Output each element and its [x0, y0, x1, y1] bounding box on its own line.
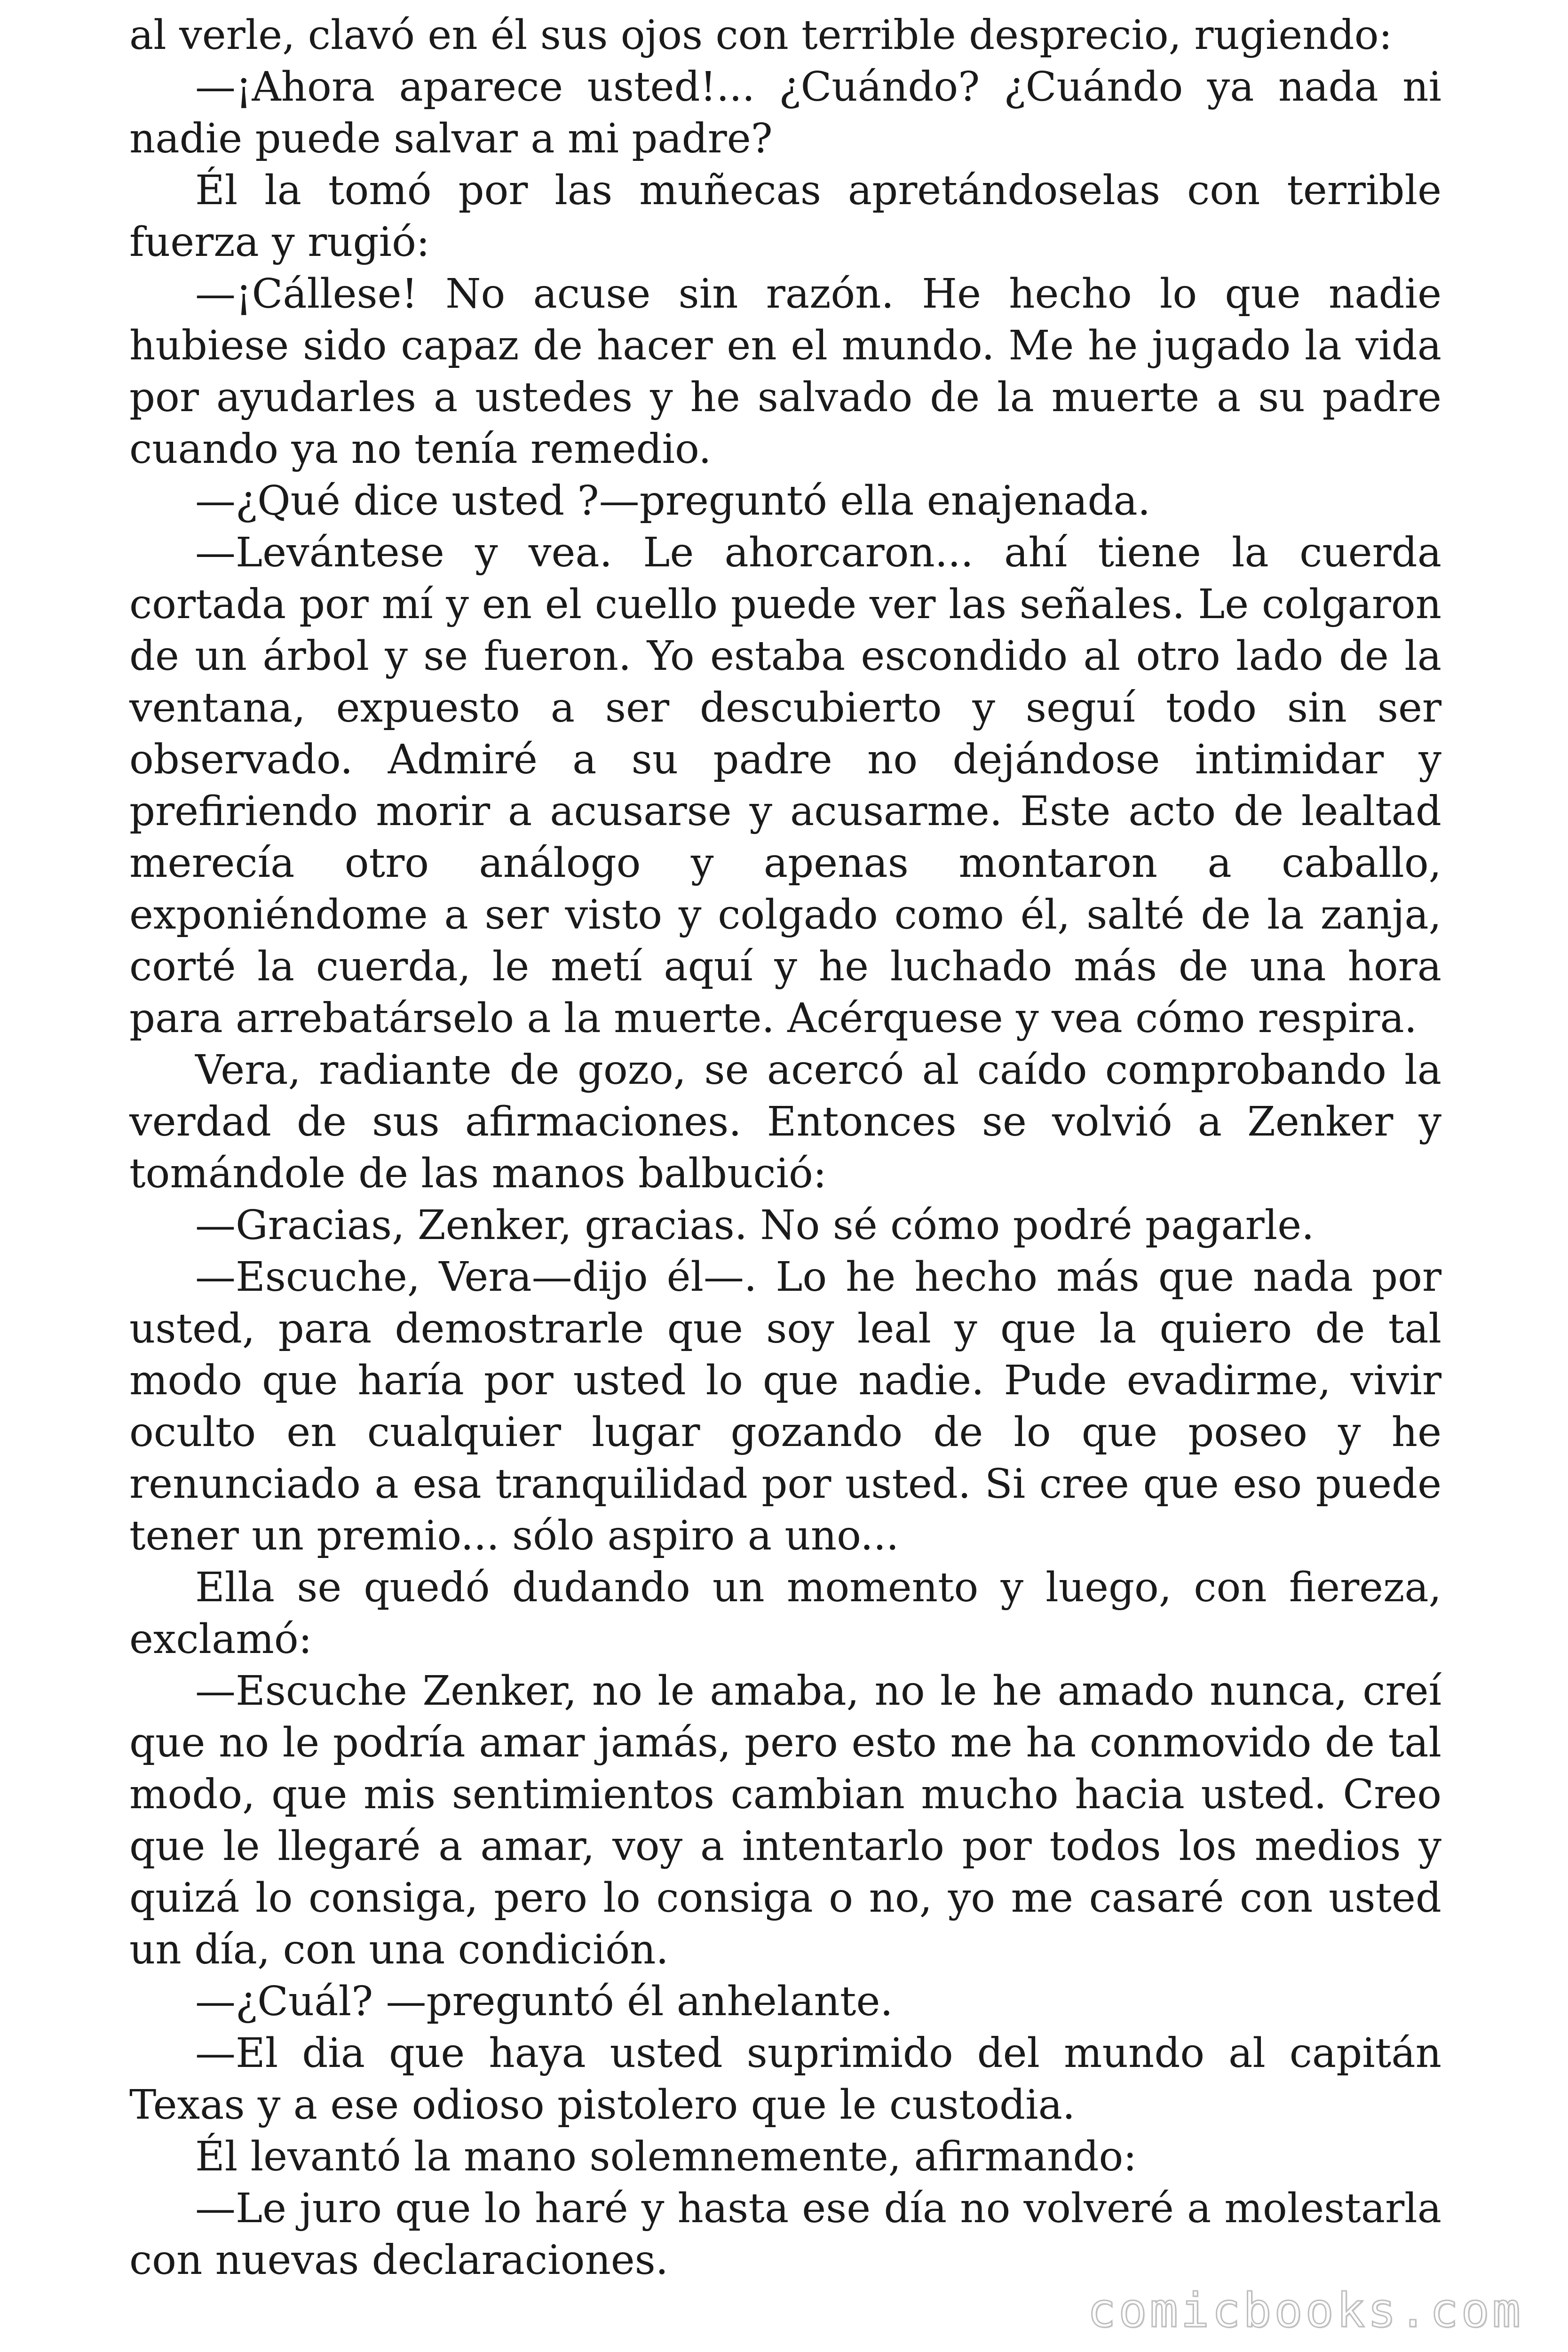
paragraph-3: Él la tomó por las muñecas apretándoselas con terrible fuerza y rugió:: [129, 167, 1441, 266]
paragraph-14: Él levantó la mano solemnemente, afirmando:: [195, 2133, 1137, 2180]
paragraph-9: —Escuche, Vera—dijo él—. Lo he hecho más que nada por usted, para demostrarle que soy leal y que la quiero de tal modo que haría por usted lo que nadie. Pude evadirme, vivir oculto en cualquier lugar gozando de lo que poseo y he renunciado a esa tranquilidad por usted. Si cree que eso puede tener un premio... sólo aspiro a uno...: [129, 1254, 1441, 1559]
paragraph-13: —El dia que haya usted suprimido del mundo al capitán Texas y a ese odioso pistolero que le custodia.: [129, 2030, 1441, 2129]
paragraph-6: —Levántese y vea. Le ahorcaron... ahí tiene la cuerda cortada por mí y en el cuello puede ver las señales. Le colgaron de un árbol y se fueron. Yo estaba escondido al otro lado de la ventana, expuesto a ser descubierto y seguí todo sin ser observado. Admiré a su padre no dejándose intimidar y prefiriendo morir a acusarse y acusarme. Este acto de lealtad merecía otro análogo y apenas montaron a caballo, exponiéndome a ser visto y colgado como él, salté de la zanja, corté la cuerda, le metí aquí y he luchado más de una hora para arrebatárselo a la muerte. Acérquese y vea cómo respira.: [129, 529, 1441, 1042]
paragraph-11: —Escuche Zenker, no le amaba, no le he amado nunca, creí que no le podría amar jamás, pero esto me ha conmovido de tal modo, que mis sentimientos cambian mucho hacia usted. Creo que le llegaré a amar, voy a intentarlo por todos los medios y quizá lo consiga, pero lo consiga o no, yo me casaré con usted un día, con una condición.: [129, 1668, 1441, 1973]
page-text: [129, 9, 1441, 2286]
paragraph-8: —Gracias, Zenker, gracias. No sé cómo podré pagarle.: [195, 1202, 1315, 1249]
watermark-logo: comicbooks.com: [1087, 2283, 1523, 2338]
paragraph-10: Ella se quedó dudando un momento y luego, con fiereza, exclamó:: [129, 1564, 1441, 1663]
paragraph-12: —¿Cuál? —preguntó él anhelante.: [195, 1978, 893, 2025]
paragraph-4: —¡Cállese! No acuse sin razón. He hecho lo que nadie hubiese sido capaz de hacer en el mundo. Me he jugado la vida por ayudarles a ustedes y he salvado de la muerte a su padre cuando ya no tenía remedio.: [129, 270, 1441, 473]
paragraph-1: al verle, clavó en él sus ojos con terrible desprecio, rugiendo:: [129, 12, 1393, 59]
paragraph-7: Vera, radiante de gozo, se acercó al caído comprobando la verdad de sus afirmaciones. Entonces se volvió a Zenker y tomándole de las manos balbució:: [129, 1047, 1441, 1197]
paragraph-15: —Le juro que lo haré y hasta ese día no volveré a molestarla con nuevas declaraciones.: [129, 2185, 1441, 2284]
paragraph-2: —¡Ahora aparece usted!... ¿Cuándo? ¿Cuándo ya nada ni nadie puede salvar a mi padre?: [129, 64, 1441, 162]
paragraph-5: —¿Qué dice usted ?—preguntó ella enajenada.: [195, 477, 1151, 524]
